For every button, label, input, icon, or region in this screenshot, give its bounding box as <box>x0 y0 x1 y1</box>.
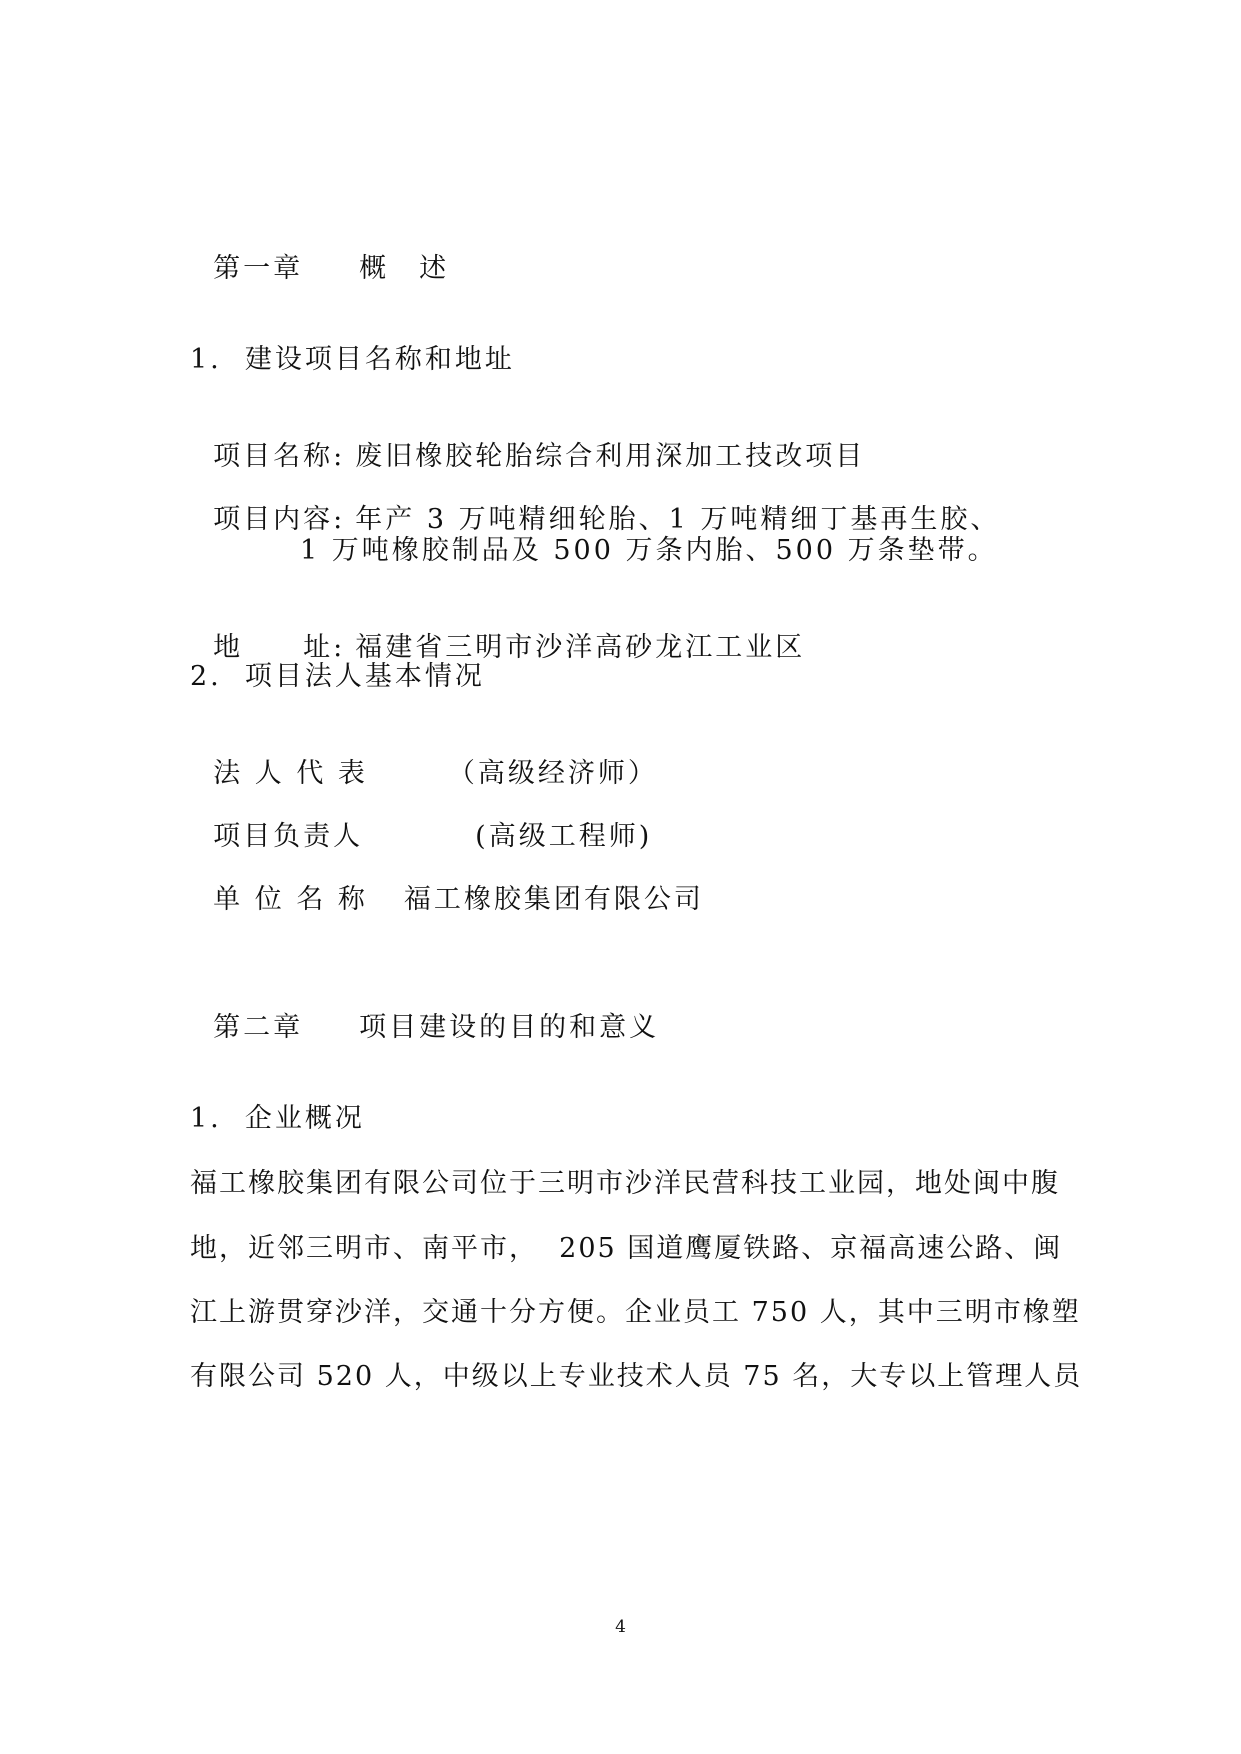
section2-heading: 2. 项目法人基本情况 <box>190 661 485 692</box>
unit-name-row <box>190 849 704 917</box>
address-row <box>190 597 805 665</box>
section3-heading: 1. 企业概况 <box>190 1103 365 1134</box>
paragraph-line-2: 地，近邻三明市、南平市， 205 国道鹰厦铁路、京福高速公路、闽 <box>190 1233 1063 1264</box>
paragraph-line-4: 有限公司 520 人，中级以上专业技术人员 75 名，大专以上管理人员 <box>190 1361 1083 1392</box>
paragraph-line-3: 江上游贯穿沙洋，交通十分方便。企业员工 750 人，其中三明市橡塑 <box>190 1297 1081 1328</box>
address-value: 福建省三明市沙洋高砂龙江工业区 <box>355 632 806 663</box>
paragraph-line-1: 福工橡胶集团有限公司位于三明市沙洋民营科技工业园，地处闽中腹 <box>190 1168 1060 1199</box>
page-number: 4 <box>615 1617 626 1637</box>
unit-name-label: 单 位 名 称 <box>213 884 368 915</box>
project-lead-row <box>190 786 652 854</box>
project-lead-label: 项目负责人 <box>213 821 364 852</box>
chapter2-title: 项目建设的目的和意义 <box>359 1012 660 1043</box>
legal-rep-label: 法 人 代 表 <box>213 758 368 789</box>
project-name-value: 废旧橡胶轮胎综合利用深加工技改项目 <box>355 441 866 472</box>
legal-rep-value: （高级经济师） <box>447 758 658 789</box>
project-content-line1: 年产 3 万吨精细轮胎、1 万吨精细丁基再生胶、 <box>355 504 1001 535</box>
project-content-line2: 1 万吨橡胶制品及 500 万条内胎、500 万条垫带。 <box>300 535 998 566</box>
chapter2-label: 第二章 <box>213 1012 304 1043</box>
project-name-label: 项目名称: <box>213 441 346 472</box>
project-content-label: 项目内容: <box>213 504 346 535</box>
project-name-row <box>190 406 865 474</box>
address-label: 地 址: <box>213 632 346 663</box>
project-content-row <box>190 469 1000 537</box>
legal-rep-row <box>190 723 658 791</box>
project-lead-value: (高级工程师) <box>475 821 653 852</box>
chapter1-heading <box>190 218 449 286</box>
chapter1-label: 第一章 <box>213 253 304 284</box>
unit-name-value: 福工橡胶集团有限公司 <box>403 884 704 915</box>
chapter1-title: 概 述 <box>359 253 450 284</box>
chapter2-heading <box>190 977 659 1045</box>
section1-heading: 1. 建设项目名称和地址 <box>190 344 515 375</box>
